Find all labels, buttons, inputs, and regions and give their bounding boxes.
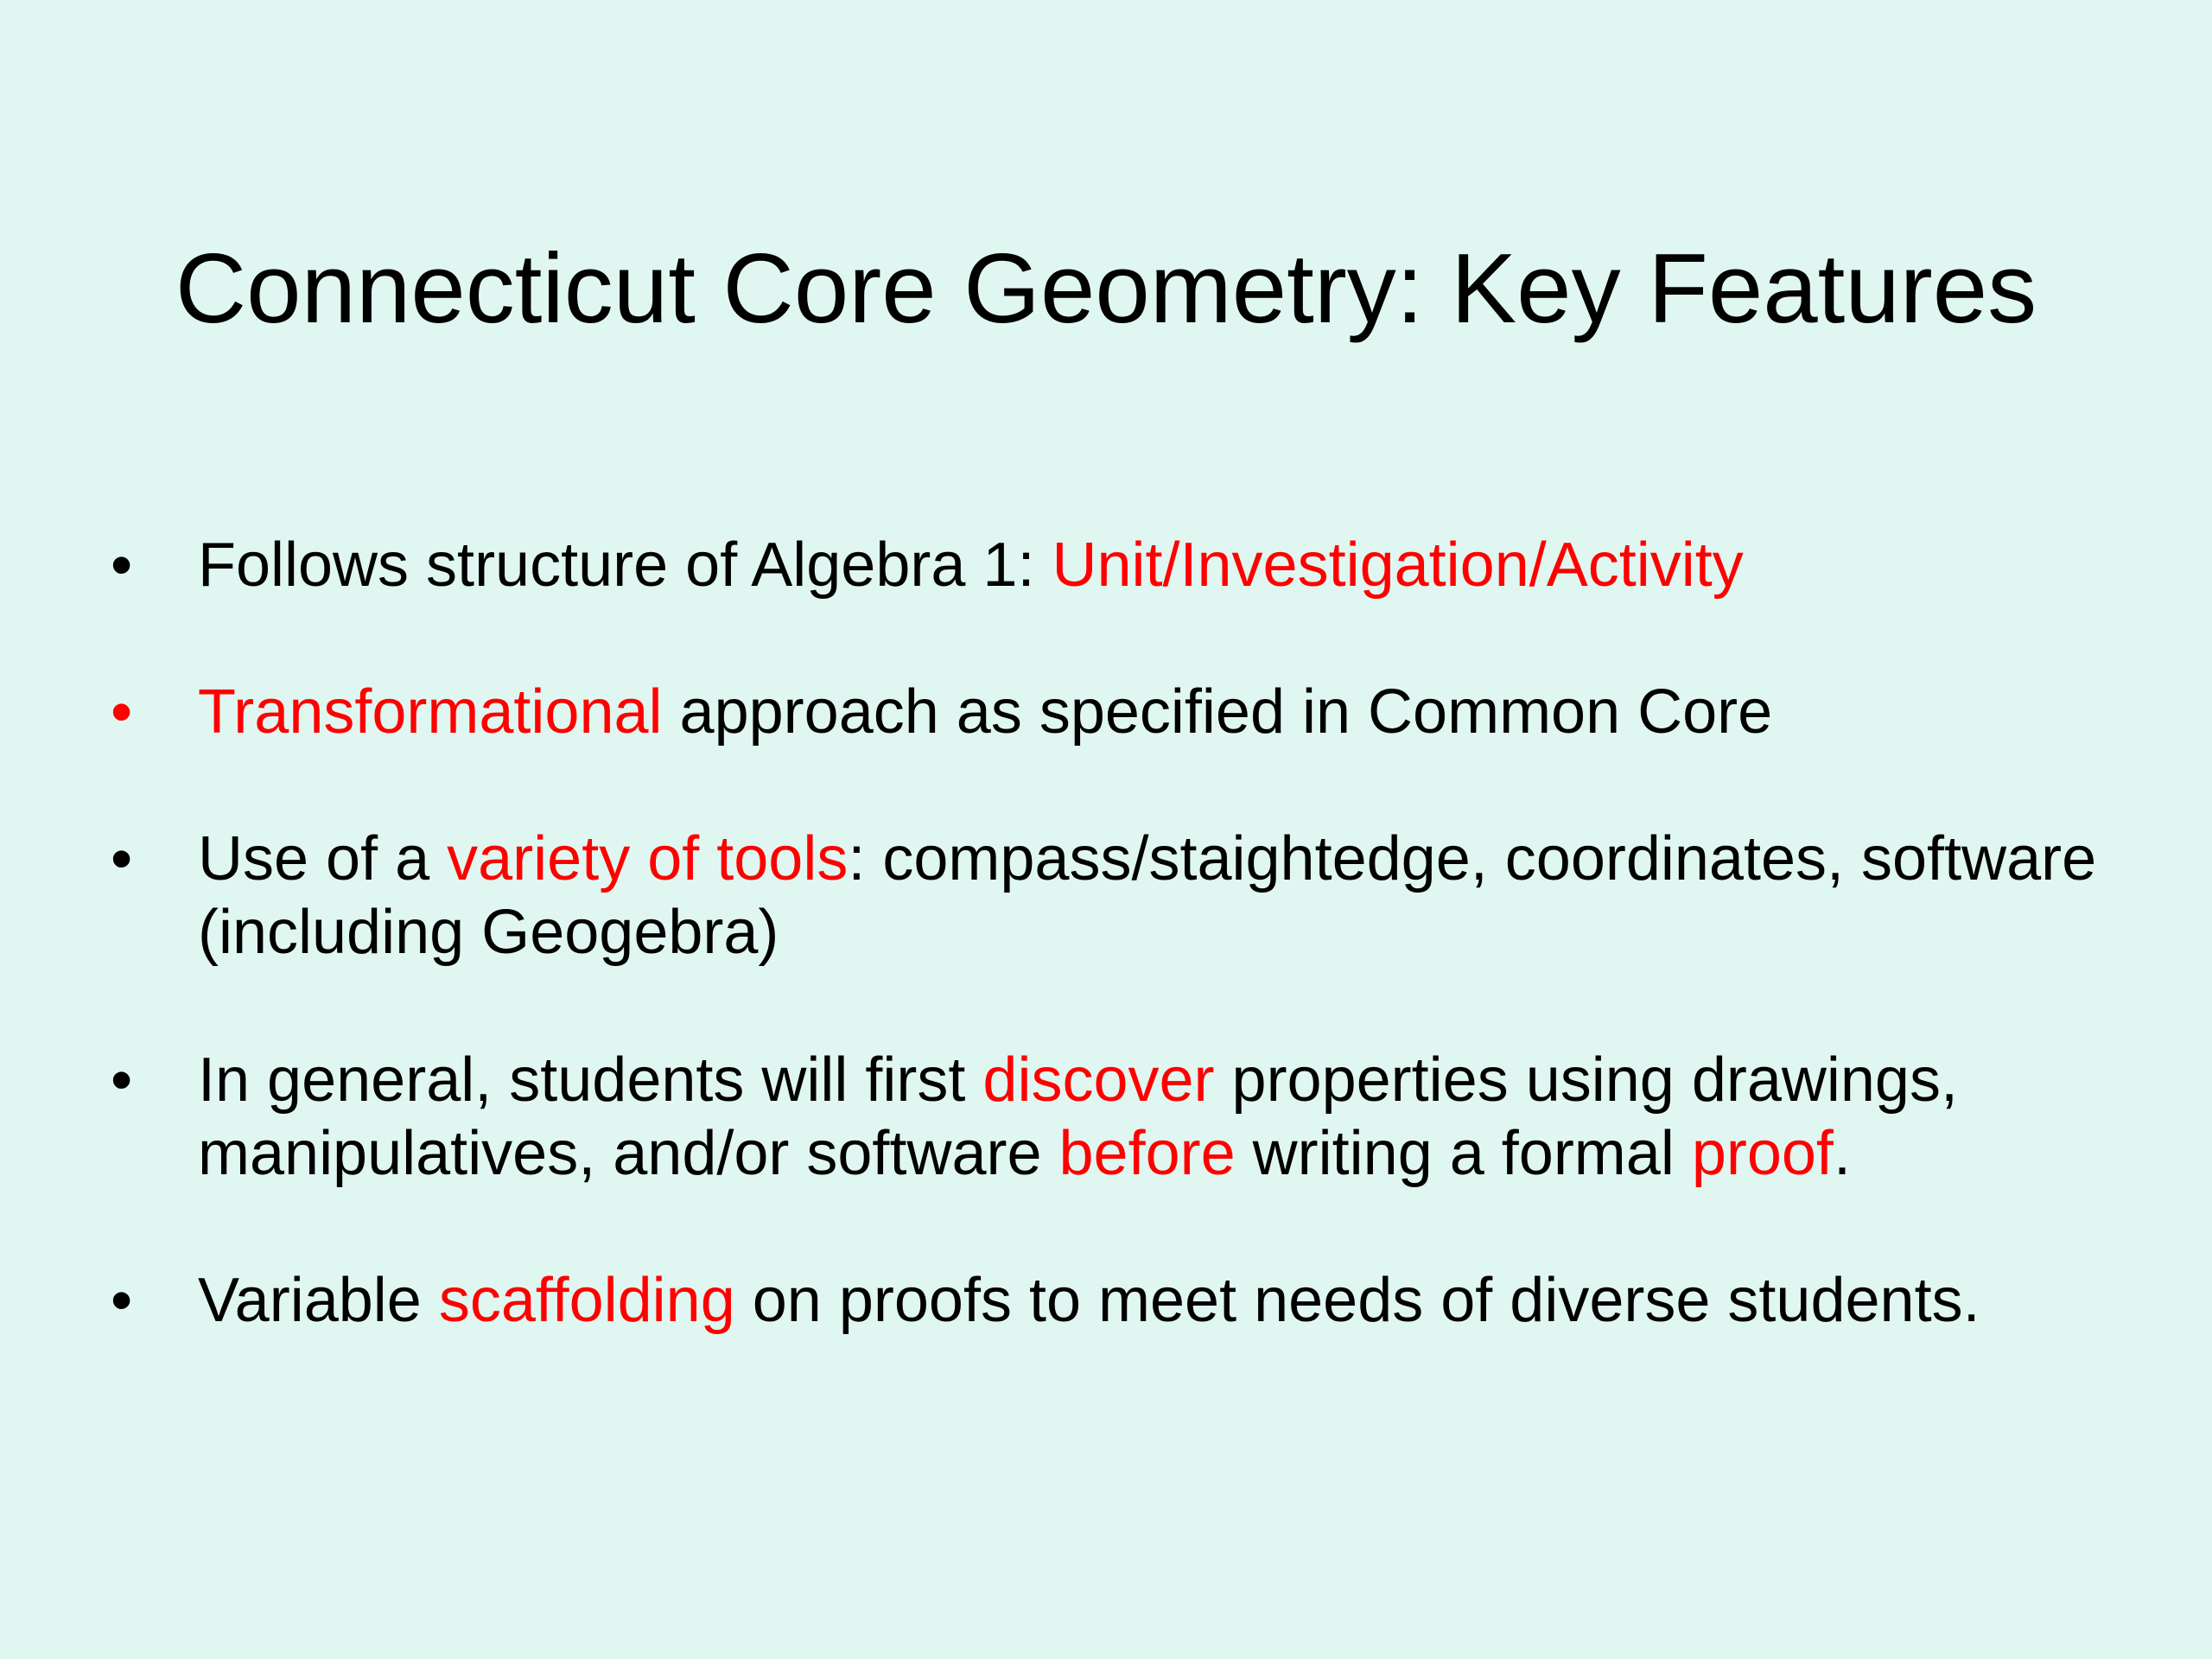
bullet-marker: • <box>111 1266 133 1335</box>
highlight-text: variety of tools <box>447 824 849 893</box>
slide-title: Connecticut Core Geometry: Key Features <box>175 234 2037 344</box>
bullet-text-line-1 <box>198 1044 2133 1117</box>
text-run: : compass/staightedge, coordinates, software <box>848 824 2097 893</box>
highlight-text: Unit/Investigation/Activity <box>1052 531 1744 600</box>
text-run: (including Geogebra) <box>198 898 779 967</box>
text-run: . <box>1833 1119 1851 1188</box>
bullet-text <box>198 529 2133 602</box>
text-run: In general, students will first <box>198 1046 983 1115</box>
text-run: manipulatives, and/or software <box>198 1119 1059 1188</box>
text-run: properties using drawings, <box>1214 1046 1958 1115</box>
bullet-text <box>198 1264 2133 1338</box>
text-run: writing a formal <box>1235 1119 1692 1188</box>
bullet-marker: • <box>111 1046 133 1115</box>
text-run: approach as specified in Common Core <box>662 677 1773 747</box>
text-run: Follows structure of Algebra 1: <box>198 531 1052 600</box>
bullet-text-line-1 <box>198 823 2133 896</box>
text-run: Use of a <box>198 824 448 893</box>
bullet-text-line-2 <box>198 896 2133 969</box>
highlight-text: before <box>1058 1119 1236 1188</box>
bullet-marker: • <box>111 824 133 893</box>
highlight-text: discover <box>982 1046 1215 1115</box>
text-run: on proofs to meet needs of diverse students. <box>734 1266 1980 1335</box>
highlight-text: Transformational <box>198 677 663 747</box>
bullet-marker: • <box>111 531 133 600</box>
bullet-text-line-2 <box>198 1117 2133 1191</box>
highlight-text: proof <box>1691 1119 1834 1188</box>
highlight-text: scaffolding <box>438 1266 735 1335</box>
text-run: Variable <box>198 1266 439 1335</box>
bullet-marker: • <box>111 677 133 747</box>
bullet-text <box>198 676 2133 749</box>
